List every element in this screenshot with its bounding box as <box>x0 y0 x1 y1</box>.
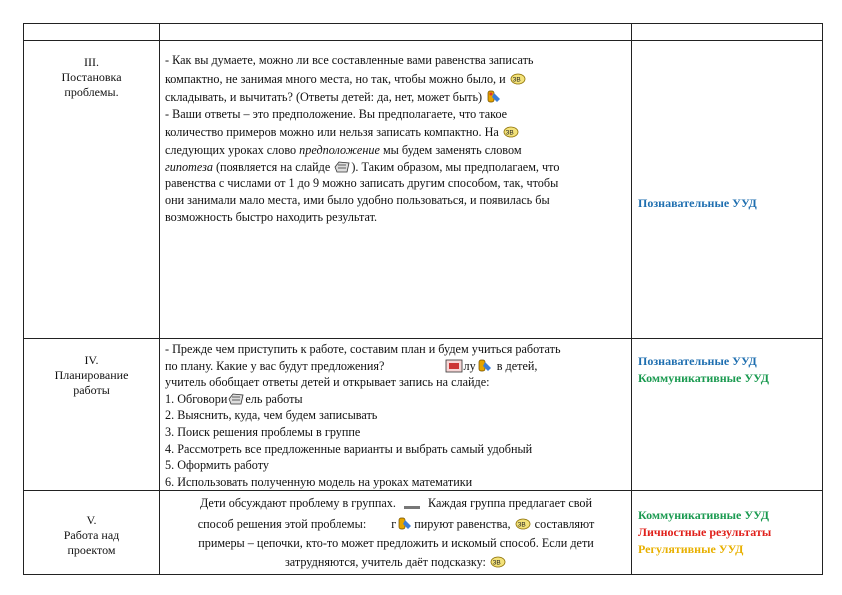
text-line: складывать, и вычитать? (Ответы детей: да, нет, может быть) <box>165 90 483 104</box>
pencil-icon <box>476 359 494 373</box>
text-line: составляют <box>534 517 595 532</box>
text-line: учитель обобщает ответы детей и открывает запись на слайде: <box>165 375 490 390</box>
text-line: 6. Использовать полученную модель на уроках математики <box>165 474 473 489</box>
stage-title: проектом <box>67 543 116 558</box>
uud-communicative: Коммуникативные УУД <box>638 371 770 385</box>
slide-icon <box>333 160 351 174</box>
text-line: затрудняются, учитель даёт подсказку: <box>284 554 486 569</box>
uud-personal: Личностные результаты <box>638 525 772 540</box>
svg-text:ЗВ: ЗВ <box>492 559 501 567</box>
stage-title: Постановка <box>61 70 122 84</box>
header-cell-content <box>160 24 632 41</box>
uud-regulatory: Регулятивные УУД <box>638 542 744 557</box>
text-line: способ решения этой проблемы: <box>197 517 367 532</box>
text-line: ель работы <box>245 391 303 406</box>
stage-number: III. <box>84 55 99 69</box>
text-line: мы будем заменять словом <box>382 143 522 158</box>
stage-cell <box>24 491 160 575</box>
content-cell <box>160 41 632 339</box>
uud-cognitive: Познавательные УУД <box>638 354 757 368</box>
svg-text:ЗВ: ЗВ <box>517 521 526 529</box>
lesson-table <box>23 23 823 575</box>
text-line: пируют равенства, <box>414 517 511 532</box>
text-line: по плану. Какие у вас будут предложения? <box>165 358 385 373</box>
text-line: - Ваши ответы – это предположение. Вы предполагаете, что такое <box>165 106 508 121</box>
uud-cell <box>632 491 823 575</box>
stage-title: проблемы. <box>64 85 119 99</box>
header-cell-stage <box>24 24 160 41</box>
stage-number: V. <box>86 513 97 528</box>
text-line: - Как вы думаете, можно ли все составленные вами равенства записать <box>165 53 534 67</box>
term-text: предположение <box>299 143 380 158</box>
text-line: в детей, <box>496 358 538 373</box>
sound-icon <box>509 72 527 86</box>
header-cell-uud <box>632 24 823 41</box>
table-row <box>24 41 823 339</box>
uud-communicative: Коммуникативные УУД <box>638 508 770 523</box>
stage-title: Работа над <box>63 528 120 543</box>
pencil-icon <box>485 90 503 104</box>
text-line: г <box>391 517 397 532</box>
uud-cell <box>632 339 823 491</box>
text-line: 4. Рассмотреть все предложенные варианты и выбрать самый удобный <box>165 441 533 456</box>
text-line: Каждая группа предлагает свой <box>428 496 593 511</box>
hand-icon <box>227 392 245 406</box>
slide-icon <box>399 496 425 510</box>
sound-icon <box>502 125 520 139</box>
text-line: они занимали мало места, ими было удобно пользоваться, и появилась бы <box>165 192 550 207</box>
uud-cell <box>632 41 823 339</box>
text-line: равенства с числами от 1 до 9 можно записать другим способом, так, чтобы <box>165 176 559 191</box>
sound-icon <box>514 517 532 531</box>
text-line: компактно, не занимая много места, но так, чтобы можно было, и <box>165 72 506 86</box>
text-line: 5. Оформить работу <box>165 458 269 473</box>
header-row <box>24 24 823 41</box>
text-line: (появляется на слайде <box>215 159 331 174</box>
text-line: следующих уроках слово <box>165 143 297 158</box>
stage-title: Планирование <box>54 368 129 382</box>
text-line: лу <box>463 358 476 373</box>
svg-text:ЗВ: ЗВ <box>512 76 521 84</box>
stage-cell <box>24 41 160 339</box>
stage-cell <box>24 339 160 491</box>
table-row <box>24 491 823 575</box>
text-line: 2. Выяснить, куда, чем будем записывать <box>165 408 378 423</box>
text-line: ). Таким образом, мы предполагаем, что <box>351 159 560 174</box>
term-text: гипотеза <box>165 159 213 174</box>
text-line: 1. Обговори <box>165 391 228 406</box>
content-cell <box>160 491 632 575</box>
text-line: количество примеров можно или нельзя записать компактно. На <box>165 125 499 140</box>
text-line: примеры – цепочки, кто-то может предложить и искомый способ. Если дети <box>198 536 594 551</box>
slide-icon <box>445 359 463 373</box>
sound-icon <box>489 555 507 569</box>
text-line: возможность быстро находить результат. <box>165 209 378 224</box>
stage-number: IV. <box>84 353 99 367</box>
uud-cognitive: Познавательные УУД <box>638 196 757 210</box>
text-line: - Прежде чем приступить к работе, составим план и будем учиться работать <box>165 342 561 356</box>
svg-text:ЗВ: ЗВ <box>505 129 514 137</box>
pencil-icon <box>396 517 414 531</box>
table-row <box>24 339 823 491</box>
content-cell <box>160 339 632 491</box>
text-line: Дети обсуждают проблему в группах. <box>199 496 396 511</box>
text-line: 3. Поиск решения проблемы в группе <box>165 424 361 439</box>
stage-title: работы <box>73 383 110 397</box>
